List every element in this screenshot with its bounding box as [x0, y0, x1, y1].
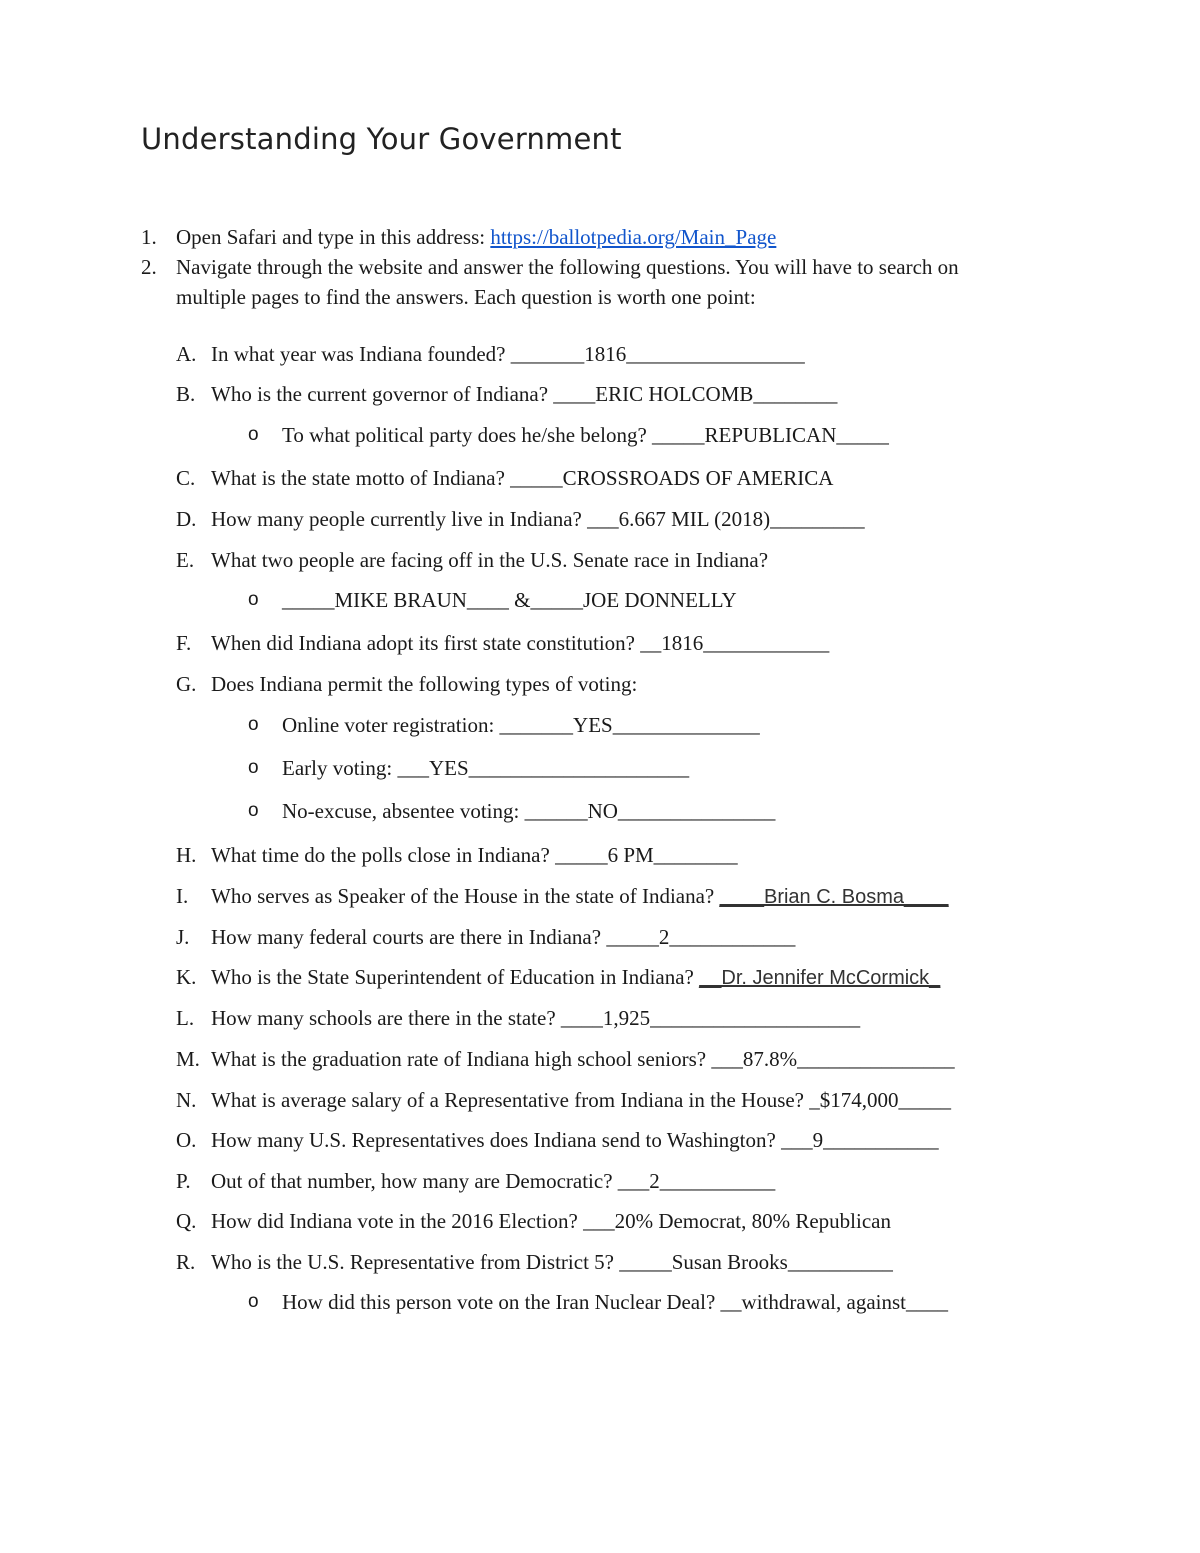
- question-letter: A.: [176, 342, 197, 366]
- sub-question-text: Early voting: ___YES_____________________: [282, 756, 690, 780]
- question-text: Who serves as Speaker of the House in the state of Indiana? ____Brian C. Bosma____: [211, 884, 949, 908]
- question-letter: G.: [176, 672, 197, 696]
- question-letter: R.: [176, 1250, 196, 1274]
- ballotpedia-link[interactable]: https://ballotpedia.org/Main_Page: [490, 225, 777, 249]
- instruction-text: Navigate through the website and answer the following questions. You will have to search on: [176, 255, 959, 279]
- question-letter: B.: [176, 382, 196, 406]
- question-text: Out of that number, how many are Democratic? ___2___________: [211, 1169, 776, 1193]
- question-text: What is the state motto of Indiana? _____CROSSROADS OF AMERICA: [211, 466, 834, 490]
- question-text: Who is the State Superintendent of Education in Indiana? __Dr. Jennifer McCormick_: [211, 965, 941, 989]
- question-text: How many federal courts are there in Indiana? _____2____________: [211, 925, 796, 949]
- question-letter: F.: [176, 631, 192, 655]
- bullet-icon: o: [248, 589, 259, 610]
- question-letter: M.: [176, 1047, 200, 1071]
- question-letter: C.: [176, 466, 196, 490]
- page-title: Understanding Your Government: [141, 122, 622, 156]
- question-text: What is the graduation rate of Indiana high school seniors? ___87.8%_______________: [211, 1047, 955, 1071]
- instruction-text: multiple pages to find the answers. Each question is worth one point:: [176, 285, 756, 309]
- bullet-icon: o: [248, 714, 259, 735]
- sub-question-text: _____MIKE BRAUN____ &_____JOE DONNELLY: [282, 588, 737, 612]
- sub-question-text: No-excuse, absentee voting: ______NO_______________: [282, 799, 776, 823]
- bullet-icon: o: [248, 800, 259, 821]
- list-number: 2.: [141, 255, 157, 279]
- question-letter: L.: [176, 1006, 195, 1030]
- sub-question-text: To what political party does he/she belong? _____REPUBLICAN_____: [282, 423, 889, 447]
- question-text: When did Indiana adopt its first state constitution? __1816____________: [211, 631, 830, 655]
- question-letter: I.: [176, 884, 189, 908]
- question-text: How many people currently live in Indiana? ___6.667 MIL (2018)_________: [211, 507, 865, 531]
- sub-question-text: How did this person vote on the Iran Nuclear Deal? __withdrawal, against____: [282, 1290, 948, 1314]
- question-text: In what year was Indiana founded? _______1816_________________: [211, 342, 805, 366]
- question-letter: K.: [176, 965, 197, 989]
- answer-text: __Dr. Jennifer McCormick_: [699, 967, 941, 989]
- question-letter: O.: [176, 1128, 197, 1152]
- question-text: What two people are facing off in the U.S. Senate race in Indiana?: [211, 548, 769, 572]
- question-letter: P.: [176, 1169, 191, 1193]
- question-letter: N.: [176, 1088, 197, 1112]
- question-letter: H.: [176, 843, 197, 867]
- bullet-icon: o: [248, 1291, 259, 1312]
- question-text: Who is the current governor of Indiana? ____ERIC HOLCOMB________: [211, 382, 838, 406]
- question-text: Does Indiana permit the following types of voting:: [211, 672, 638, 696]
- question-text: How did Indiana vote in the 2016 Election? ___20% Democrat, 80% Republican: [211, 1209, 891, 1233]
- question-letter: J.: [176, 925, 190, 949]
- answer-text: ____Brian C. Bosma____: [719, 886, 949, 908]
- bullet-icon: o: [248, 757, 259, 778]
- list-number: 1.: [141, 225, 157, 249]
- question-text: Who is the U.S. Representative from District 5? _____Susan Brooks__________: [211, 1250, 893, 1274]
- question-letter: D.: [176, 507, 197, 531]
- question-letter: E.: [176, 548, 195, 572]
- question-text: How many U.S. Representatives does Indiana send to Washington? ___9___________: [211, 1128, 939, 1152]
- question-text: What time do the polls close in Indiana? _____6 PM________: [211, 843, 738, 867]
- question-text: What is average salary of a Representative from Indiana in the House? _$174,000_____: [211, 1088, 952, 1112]
- sub-question-text: Online voter registration: _______YES______________: [282, 713, 760, 737]
- instruction-text: Open Safari and type in this address: https://ballotpedia.org/Main_Page: [176, 225, 777, 249]
- bullet-icon: o: [248, 424, 259, 445]
- question-text: How many schools are there in the state? ____1,925____________________: [211, 1006, 861, 1030]
- question-letter: Q.: [176, 1209, 197, 1233]
